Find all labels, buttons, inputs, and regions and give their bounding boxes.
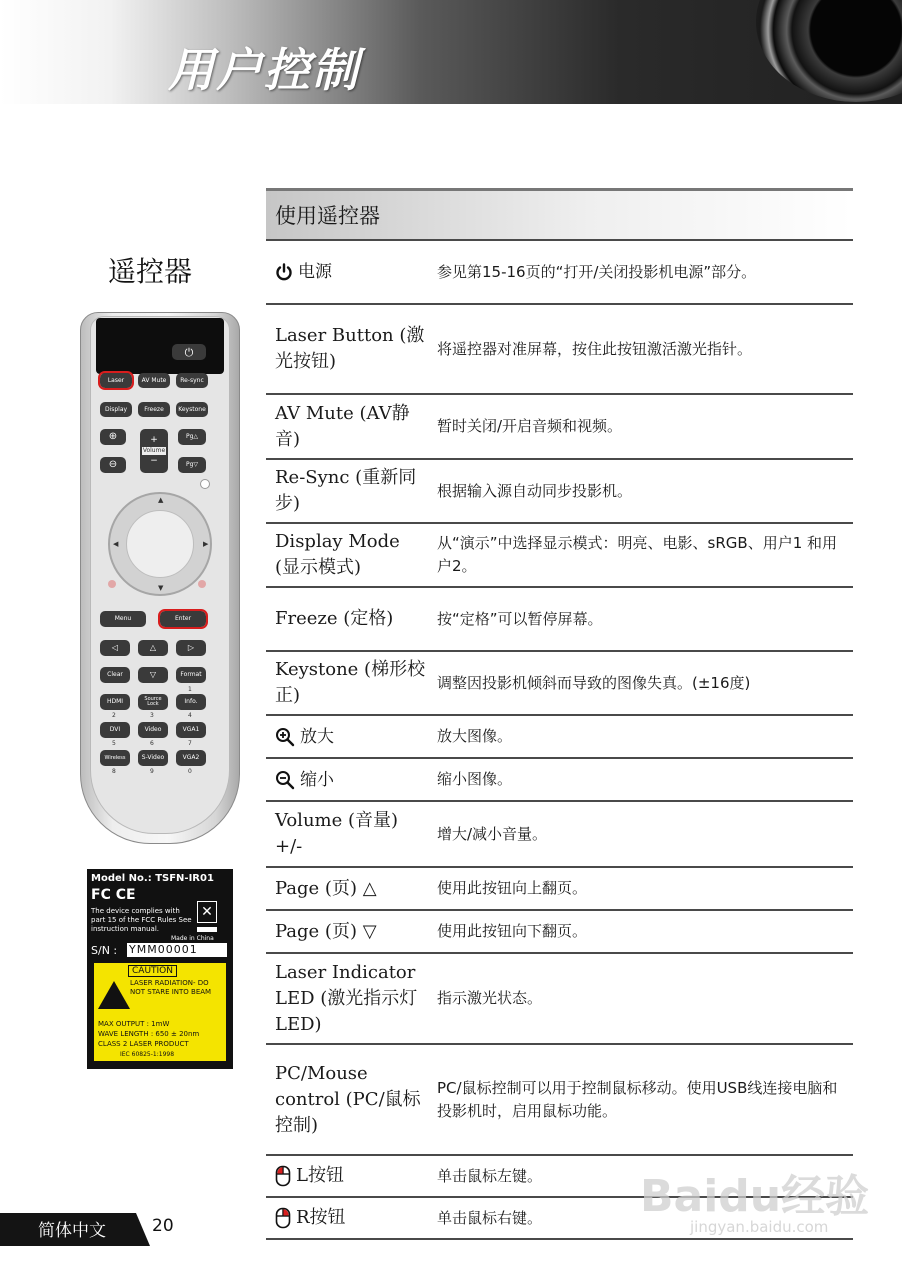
- table-row: [266, 393, 853, 458]
- vga2-button: VGA2: [176, 750, 206, 766]
- dvi-button: DVI: [100, 722, 130, 738]
- row-description: 从“演示”中选择显示模式：明亮、电影、sRGB、用户1 和用户2。: [437, 534, 838, 575]
- model-number: Model No.: TSFN-IR01: [91, 873, 214, 884]
- wireless-button: Wireless: [100, 750, 130, 766]
- row-name: Re-Sync (重新同步): [275, 467, 417, 514]
- key-number: 4: [188, 712, 192, 719]
- pad-down-icon: ▼: [158, 584, 164, 592]
- row-description: 按“定格”可以暂停屏幕。: [437, 609, 603, 628]
- caution-specs: [98, 1019, 199, 1049]
- key-number: 6: [150, 740, 154, 747]
- key-number: 2: [112, 712, 116, 719]
- row-description: PC/鼠标控制可以用于控制鼠标移动。使用USB线连接电脑和投影机时，启用鼠标功能。: [437, 1078, 838, 1120]
- table-row: [266, 714, 853, 757]
- row-name: 电源: [266, 259, 429, 285]
- remote-control-image: [80, 312, 240, 844]
- hdmi-button: HDMI: [100, 694, 130, 710]
- serial-label: S/N :: [91, 944, 118, 957]
- right-arrow-icon: ▷: [176, 640, 206, 656]
- section-title: 遥控器: [108, 255, 193, 288]
- page-title: 用户控制: [168, 43, 360, 97]
- zoom-in-icon: [275, 727, 295, 747]
- serial-number: YMM00001: [127, 943, 227, 957]
- mouse-pad: [108, 492, 212, 596]
- key-number: 7: [188, 740, 192, 747]
- table-row: [266, 458, 853, 522]
- mouse-left-icon: [275, 1165, 291, 1187]
- table-header: 使用遥控器: [266, 188, 853, 239]
- row-description: 参见第15-16页的“打开/关闭投影机电源”部分。: [437, 262, 757, 281]
- zoom-out-icon: ⊖: [100, 457, 126, 473]
- key-number: 5: [112, 740, 116, 747]
- weee-bin-icon: ✕: [197, 901, 217, 923]
- table-row: [266, 522, 853, 586]
- row-description: 缩小图像。: [437, 770, 513, 788]
- volume-rocker: [140, 429, 168, 473]
- row-name: Display Mode (显示模式): [275, 531, 400, 578]
- s-video-button: S-Video: [138, 750, 168, 766]
- row-description: 指示激光状态。: [437, 989, 543, 1007]
- pad-up-icon: ▲: [158, 496, 164, 504]
- row-description: 放大图像。: [437, 727, 513, 745]
- row-name: R按钮: [266, 1205, 429, 1231]
- row-description: 根据输入源自动同步投影机。: [437, 481, 633, 500]
- menu-button: Menu: [100, 611, 146, 627]
- iec-standard: IEC 60825-1:1998: [120, 1051, 175, 1058]
- volume-minus-icon: −: [150, 456, 158, 466]
- re-sync-button: Re-sync: [176, 373, 208, 388]
- caution-warning: LASER RADIATION- DO NOT STARE INTO BEAM: [130, 979, 212, 996]
- max-output: MAX OUTPUT : 1mW: [98, 1020, 170, 1028]
- row-name: Page (页) △: [275, 877, 377, 899]
- fcc-ce-logo: FC CE: [91, 887, 136, 903]
- row-name: Page (页) ▽: [275, 920, 377, 942]
- volume-plus-icon: +: [150, 435, 158, 445]
- key-number: 3: [150, 712, 154, 719]
- source-lock-button: Source Lock: [138, 694, 168, 710]
- mouse-pad-center: [126, 510, 194, 578]
- watermark-url: jingyan.baidu.com: [690, 1218, 829, 1236]
- video-button: Video: [138, 722, 168, 738]
- row-name: Laser Indicator LED (激光指示灯 LED): [275, 961, 418, 1035]
- left-arrow-icon: ◁: [100, 640, 130, 656]
- remote-functions-table: [266, 188, 853, 1240]
- key-number: 9: [150, 768, 154, 775]
- av-mute-button: AV Mute: [138, 373, 170, 388]
- page-number: 20: [152, 1216, 174, 1236]
- keystone-button: Keystone: [176, 402, 208, 417]
- zoom-out-icon: [275, 770, 295, 790]
- row-name: 放大: [266, 724, 429, 750]
- page-down-button: Pg▽: [178, 457, 206, 473]
- row-description: 使用此按钮向上翻页。: [437, 879, 588, 897]
- up-arrow-icon: △: [138, 640, 168, 656]
- table-row: [266, 952, 853, 1043]
- table-row: [266, 650, 853, 714]
- power-icon: ⏻: [172, 344, 206, 360]
- volume-label: Volume: [142, 447, 166, 454]
- enter-button: Enter: [160, 611, 206, 627]
- row-name: Freeze (定格): [275, 608, 394, 629]
- table-row: [266, 909, 853, 952]
- footer-language: 简体中文: [38, 1221, 106, 1241]
- row-name: Keystone (梯形校正): [275, 659, 426, 706]
- row-name: 缩小: [266, 767, 429, 793]
- laser-caution-label: [93, 962, 227, 1062]
- mouse-left-button: [108, 580, 116, 588]
- clear-button: Clear: [100, 667, 130, 683]
- laser-warning-icon: [98, 981, 130, 1009]
- key-number: 1: [188, 686, 192, 693]
- watermark-logo: Baidu经验: [640, 1171, 870, 1222]
- laser-indicator-led: [200, 479, 210, 489]
- table-row: [266, 866, 853, 909]
- weee-bar: [197, 927, 217, 932]
- laser-button: Laser: [100, 373, 132, 388]
- table-row: [266, 586, 853, 650]
- info-button: Info.: [176, 694, 206, 710]
- header-banner: [0, 0, 902, 104]
- table-row: [266, 239, 853, 303]
- zoom-in-icon: ⊕: [100, 429, 126, 445]
- row-name: Volume (音量) +/-: [275, 810, 399, 857]
- power-icon: [275, 263, 293, 281]
- mouse-right-icon: [275, 1207, 291, 1229]
- pad-left-icon: ◀: [113, 540, 119, 548]
- display-button: Display: [100, 402, 132, 417]
- row-name: PC/Mouse control (PC/鼠标控制): [275, 1062, 421, 1136]
- vga1-button: VGA1: [176, 722, 206, 738]
- table-row: [266, 303, 853, 393]
- table-row: [266, 1043, 853, 1154]
- made-in-text: Made in China: [171, 935, 214, 942]
- row-name: Laser Button (激光按钮): [275, 325, 425, 372]
- product-label: [87, 869, 233, 1069]
- compliance-text: The device complies with part 15 of the FCC Rules See instruction manual.: [91, 907, 192, 933]
- wave-length: WAVE LENGTH : 650 ± 20nm: [98, 1030, 200, 1038]
- key-number: 8: [112, 768, 116, 775]
- row-description: 使用此按钮向下翻页。: [437, 922, 588, 940]
- table-row: [266, 757, 853, 800]
- lens-graphic: [756, 0, 902, 102]
- pad-right-icon: ▶: [203, 540, 209, 548]
- row-name: AV Mute (AV静音): [275, 402, 410, 450]
- row-description: 单击鼠标左键。: [437, 1166, 543, 1185]
- row-description: 增大/减小音量。: [437, 824, 548, 843]
- format-button: Format: [176, 667, 206, 683]
- page-up-button: Pg△: [178, 429, 206, 445]
- row-description: 单击鼠标右键。: [437, 1208, 543, 1227]
- row-name: L按钮: [266, 1163, 429, 1189]
- key-number: 0: [188, 768, 192, 775]
- caution-title: CAUTION: [128, 965, 177, 977]
- row-description: 调整因投影机倾斜而导致的图像失真。(±16度): [437, 673, 751, 692]
- mouse-right-button: [198, 580, 206, 588]
- down-arrow-icon: ▽: [138, 667, 168, 683]
- row-description: 暂时关闭/开启音频和视频。: [437, 417, 623, 435]
- laser-class: CLASS 2 LASER PRODUCT: [98, 1040, 189, 1048]
- table-row: [266, 800, 853, 866]
- row-description: 将遥控器对准屏幕，按住此按钮激活激光指针。: [437, 339, 753, 358]
- freeze-button: Freeze: [138, 402, 170, 417]
